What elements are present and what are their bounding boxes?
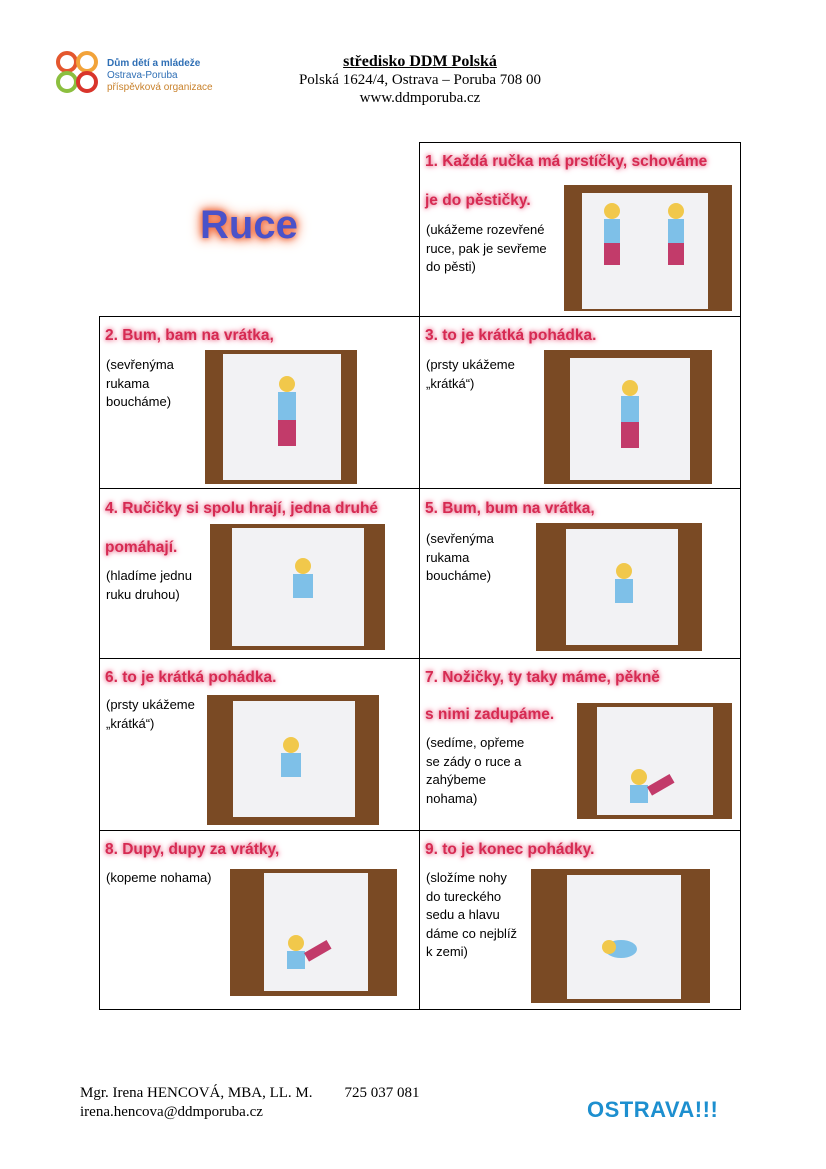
note-9: (složíme nohy do tureckého sedu a hlavu dáme co nejblíž k zemi) (426, 870, 518, 959)
girl-stroking-hands-icon (210, 524, 385, 650)
photo-9 (531, 869, 710, 1003)
verse-1-line2: je do pěstičky. (425, 192, 531, 209)
verse-6: 6. to je krátká pohádka. (105, 669, 277, 686)
letterhead-title: středisko DDM Polská (343, 53, 497, 70)
girl-knocking-sitting-icon (536, 523, 702, 651)
note-4: (hladíme jednu ruku druhou) (106, 568, 192, 602)
note-1: (ukážeme rozevřené ruce, pak je sevřeme do pěsti) (426, 222, 547, 274)
photo-8 (230, 869, 397, 996)
girl-open-hands-icon (564, 185, 732, 311)
verse-1: 1. Každá ručka má prstíčky, schováme (425, 153, 708, 170)
footer-phone: 725 037 081 (344, 1085, 420, 1101)
verse-4: 4. Ručičky si spolu hrají, jedna druhé (105, 500, 379, 517)
footer-contact (80, 1084, 419, 1122)
girl-knocking-icon (205, 350, 357, 484)
page-title: Ruce (200, 203, 298, 247)
photo-3 (544, 350, 712, 484)
photo-5 (536, 523, 702, 651)
letterhead-web[interactable]: www.ddmporuba.cz (359, 90, 481, 106)
letterhead-address: Polská 1624/4, Ostrava – Poruba 708 00 (298, 72, 542, 88)
letterhead (230, 52, 610, 107)
verse-9: 9. to je konec pohádky. (425, 841, 595, 858)
girl-head-down-icon (531, 869, 710, 1003)
photo-7 (577, 703, 732, 819)
note-8: (kopeme nohama) (106, 870, 212, 885)
girl-legs-up-icon (577, 703, 732, 819)
verse-8: 8. Dupy, dupy za vrátky, (105, 841, 280, 858)
note-7: (sedíme, opřeme se zády o ruce a zahýbeme nohama) (426, 735, 525, 806)
verse-7: 7. Nožičky, ty taky máme, pěkně (425, 669, 660, 686)
note-3: (prsty ukážeme „krátká“) (426, 357, 515, 391)
photo-4 (210, 524, 385, 650)
note-5: (sevřenýma rukama boucháme) (426, 531, 494, 583)
photo-6 (207, 695, 379, 825)
girl-short-sitting-icon (207, 695, 379, 825)
org-line3: příspěvková organizace (107, 82, 213, 93)
verse-5: 5. Bum, bum na vrátka, (425, 500, 595, 517)
ostrava-logo: OSTRAVA!!! (587, 1097, 719, 1122)
verse-7-line2: s nimi zadupáme. (425, 706, 555, 723)
footer-name: Mgr. Irena HENCOVÁ, MBA, LL. M. (80, 1085, 313, 1101)
footer-email[interactable]: irena.hencova@ddmporuba.cz (80, 1104, 263, 1120)
verse-4-line2: pomáhají. (105, 539, 178, 556)
photo-1 (564, 185, 732, 311)
organization-name (107, 58, 213, 94)
photo-2 (205, 350, 357, 484)
verse-2: 2. Bum, bam na vrátka, (105, 327, 274, 344)
org-line1: Dům dětí a mládeže (107, 58, 201, 69)
girl-kicking-icon (230, 869, 397, 996)
girl-showing-short-icon (544, 350, 712, 484)
verse-3: 3. to je krátká pohádka. (425, 327, 597, 344)
ddm-logo-icon (53, 48, 101, 96)
note-6: (prsty ukážeme „krátká“) (106, 697, 195, 731)
note-2: (sevřenýma rukama boucháme) (106, 357, 174, 409)
org-line2: Ostrava-Poruba (107, 70, 178, 81)
